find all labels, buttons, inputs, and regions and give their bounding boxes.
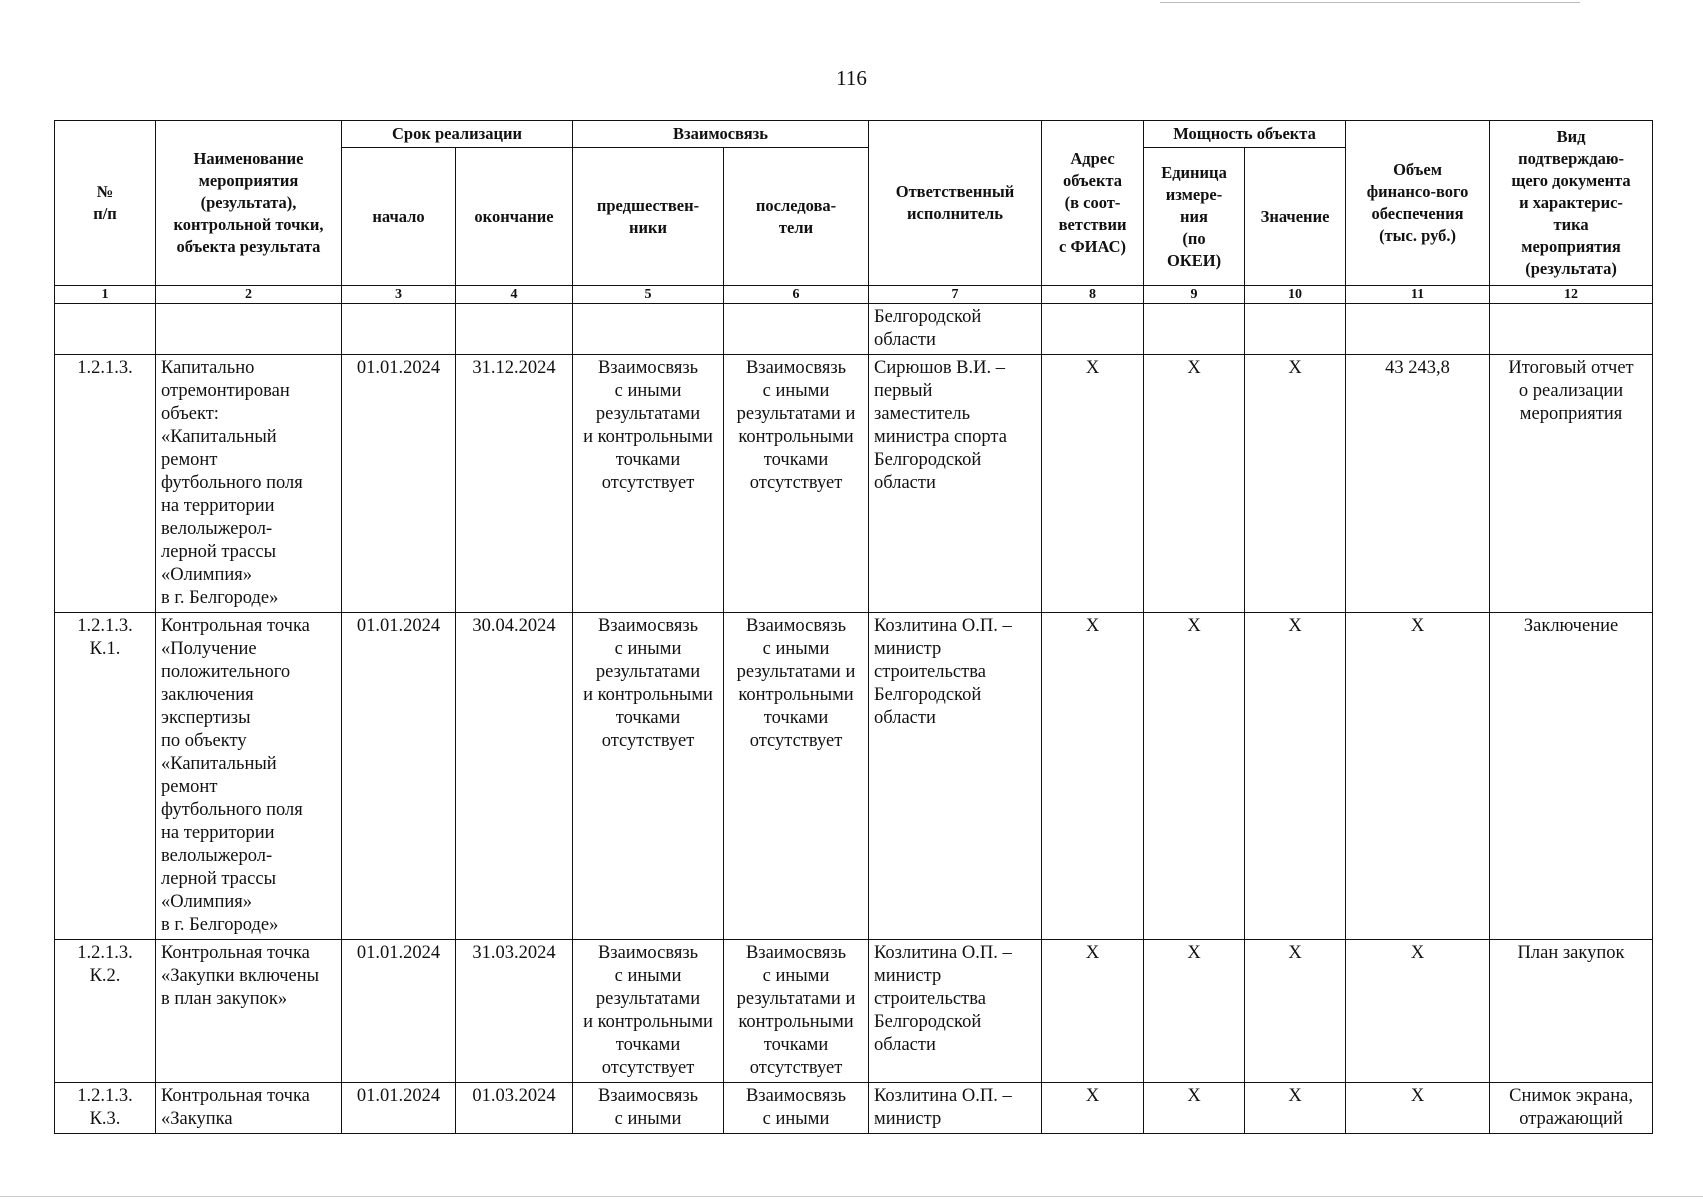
cell-end: 31.12.2024 <box>456 355 573 613</box>
cell-name <box>156 304 342 355</box>
cell-address: X <box>1042 940 1144 1083</box>
scan-edge-top-line <box>1160 2 1580 3</box>
cell-unit: X <box>1144 1083 1245 1134</box>
cell-value: X <box>1245 355 1346 613</box>
col-number: 12 <box>1490 286 1653 304</box>
table-row <box>55 940 1653 1083</box>
header-srok-group: Срок реализации <box>342 121 573 148</box>
cell-end: 31.03.2024 <box>456 940 573 1083</box>
cell-finance: X <box>1346 613 1490 940</box>
header-start: начало <box>342 148 456 286</box>
table-row <box>55 613 1653 940</box>
col-number: 3 <box>342 286 456 304</box>
table-row <box>55 355 1653 613</box>
cell-responsible: Белгородской области <box>869 304 1042 355</box>
cell-name: Контрольная точка «Закупка <box>156 1083 342 1134</box>
header-end: окончание <box>456 148 573 286</box>
cell-doc: Итоговый отчет о реализации мероприятия <box>1490 355 1653 613</box>
cell-start: 01.01.2024 <box>342 940 456 1083</box>
cell-num: 1.2.1.3. К.3. <box>55 1083 156 1134</box>
table-header <box>55 121 1653 304</box>
cell-successors <box>724 304 869 355</box>
cell-doc: Заключение <box>1490 613 1653 940</box>
cell-unit: X <box>1144 355 1245 613</box>
cell-num: 1.2.1.3. К.1. <box>55 613 156 940</box>
header-successors: последова- тели <box>724 148 869 286</box>
cell-name: Контрольная точка «Получение положительного заключения экспертизы по объекту «Капитальный ремонт футбольного поля на территории велолыжерол- лерной трассы «Олимпия» в г. Белгороде» <box>156 613 342 940</box>
col-number: 9 <box>1144 286 1245 304</box>
cell-unit: X <box>1144 940 1245 1083</box>
cell-predecessors: Взаимосвязь с иными <box>573 1083 724 1134</box>
cell-end: 30.04.2024 <box>456 613 573 940</box>
measures-table <box>54 120 1653 1134</box>
col-number: 5 <box>573 286 724 304</box>
header-value: Значение <box>1245 148 1346 286</box>
col-number: 2 <box>156 286 342 304</box>
cell-successors: Взаимосвязь с иными результатами и контрольными точками отсутствует <box>724 355 869 613</box>
col-number: 11 <box>1346 286 1490 304</box>
col-number: 8 <box>1042 286 1144 304</box>
cell-predecessors: Взаимосвязь с иными результатами и контрольными точками отсутствует <box>573 355 724 613</box>
cell-finance: X <box>1346 940 1490 1083</box>
cell-num: 1.2.1.3. К.2. <box>55 940 156 1083</box>
cell-address: X <box>1042 355 1144 613</box>
header-unit: Единица измере- ния (по ОКЕИ) <box>1144 148 1245 286</box>
col-number: 1 <box>55 286 156 304</box>
cell-address: X <box>1042 1083 1144 1134</box>
cell-successors: Взаимосвязь с иными <box>724 1083 869 1134</box>
cell-start <box>342 304 456 355</box>
cell-num <box>55 304 156 355</box>
cell-predecessors: Взаимосвязь с иными результатами и контрольными точками отсутствует <box>573 613 724 940</box>
table-row <box>55 1083 1653 1134</box>
cell-value: X <box>1245 613 1346 940</box>
cell-num: 1.2.1.3. <box>55 355 156 613</box>
header-doc-type: Вид подтверждаю- щего документа и характерис- тика мероприятия (результата) <box>1490 121 1653 286</box>
cell-successors: Взаимосвязь с иными результатами и контрольными точками отсутствует <box>724 613 869 940</box>
header-name: Наименование мероприятия (результата), контрольной точки, объекта результата <box>156 121 342 286</box>
cell-finance: 43 243,8 <box>1346 355 1490 613</box>
cell-start: 01.01.2024 <box>342 355 456 613</box>
cell-end: 01.03.2024 <box>456 1083 573 1134</box>
table-row <box>55 304 1653 355</box>
header-predecessors: предшествен- ники <box>573 148 724 286</box>
cell-address: X <box>1042 613 1144 940</box>
cell-finance <box>1346 304 1490 355</box>
cell-successors: Взаимосвязь с иными результатами и контрольными точками отсутствует <box>724 940 869 1083</box>
cell-responsible: Козлитина О.П. – министр <box>869 1083 1042 1134</box>
cell-finance: X <box>1346 1083 1490 1134</box>
cell-doc <box>1490 304 1653 355</box>
col-number: 7 <box>869 286 1042 304</box>
cell-address <box>1042 304 1144 355</box>
cell-predecessors <box>573 304 724 355</box>
cell-doc: Снимок экрана, отражающий <box>1490 1083 1653 1134</box>
cell-doc: План закупок <box>1490 940 1653 1083</box>
page-number: 116 <box>836 66 867 90</box>
header-finance: Объем финансо-вого обеспечения (тыс. руб.) <box>1346 121 1490 286</box>
cell-responsible: Козлитина О.П. – министр строительства Белгородской области <box>869 940 1042 1083</box>
col-number: 6 <box>724 286 869 304</box>
cell-predecessors: Взаимосвязь с иными результатами и контрольными точками отсутствует <box>573 940 724 1083</box>
header-address: Адрес объекта (в соот- ветствии с ФИАС) <box>1042 121 1144 286</box>
cell-responsible: Сирюшов В.И. – первый заместитель министра спорта Белгородской области <box>869 355 1042 613</box>
scan-edge-bottom-line <box>0 1196 1703 1197</box>
cell-unit <box>1144 304 1245 355</box>
header-link-group: Взаимосвязь <box>573 121 869 148</box>
cell-value <box>1245 304 1346 355</box>
cell-value: X <box>1245 1083 1346 1134</box>
cell-value: X <box>1245 940 1346 1083</box>
cell-responsible: Козлитина О.П. – министр строительства Белгородской области <box>869 613 1042 940</box>
header-num: № п/п <box>55 121 156 286</box>
cell-start: 01.01.2024 <box>342 1083 456 1134</box>
col-number: 10 <box>1245 286 1346 304</box>
cell-end <box>456 304 573 355</box>
header-responsible: Ответственный исполнитель <box>869 121 1042 286</box>
cell-unit: X <box>1144 613 1245 940</box>
cell-name: Контрольная точка «Закупки включены в план закупок» <box>156 940 342 1083</box>
header-capacity-group: Мощность объекта <box>1144 121 1346 148</box>
cell-start: 01.01.2024 <box>342 613 456 940</box>
col-number: 4 <box>456 286 573 304</box>
cell-name: Капитально отремонтирован объект: «Капитальный ремонт футбольного поля на территории велолыжерол- лерной трассы «Олимпия» в г. Белгороде» <box>156 355 342 613</box>
